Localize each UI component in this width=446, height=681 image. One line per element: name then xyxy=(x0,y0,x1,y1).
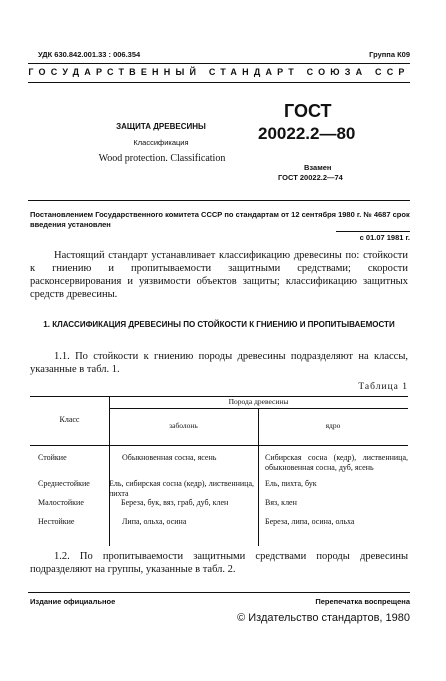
table-row-2-class: Среднестойкие xyxy=(38,479,90,488)
udc-code: УДК 630.842.001.33 : 006.354 xyxy=(38,50,141,59)
decree-top-rule xyxy=(28,200,410,201)
table-row-3-sapwood: Береза, бук, вяз, граб, дуб, клен xyxy=(121,498,229,507)
copyright: © Издательство стандартов, 1980 xyxy=(237,612,410,624)
table-row-4-heartwood: Береза, липа, осина, ольха xyxy=(265,517,355,526)
decree-text: Постановлением Государственного комитета СССР по стандартам от 12 сентября 1980 г. № 4687 срок введения установлен xyxy=(30,210,410,229)
table-row-4-class: Нестойкие xyxy=(38,517,75,526)
table-header-heartwood: ядро xyxy=(325,421,341,430)
official-edition: Издание официальное xyxy=(30,597,116,606)
paragraph-1-2: 1.2. По пропитываемости защитными средствами породы древесины подразделяют на группы, указанные в табл. 2. xyxy=(30,551,408,575)
paragraph-1-1: 1.1. По стойкости к гниению породы древесины подразделяют на классы, указанные в табл. 1. xyxy=(30,351,408,375)
title-en: Wood protection. Classification xyxy=(98,153,226,164)
table-header-sapwood: заболонь xyxy=(169,421,198,430)
table-1-caption: Таблица 1 xyxy=(358,382,408,392)
date-rule xyxy=(336,231,410,232)
standard-banner: ГОСУДАРСТВЕННЫЙ СТАНДАРТ СОЮЗА ССР xyxy=(28,67,410,77)
group-code: Группа К09 xyxy=(369,50,410,59)
table-row-2-heartwood: Ель, пихта, бук xyxy=(265,479,317,488)
replaces-standard: ГОСТ 20022.2—74 xyxy=(278,173,343,182)
gost-label: ГОСТ xyxy=(284,101,332,121)
table-row-2-sapwood: Ель, сибирская сосна (кедр), лиственница, пихта xyxy=(109,479,254,498)
table-row-1-sapwood: Обыкновенная сосна, ясень xyxy=(122,453,217,462)
table-header-wood: Порода древесины xyxy=(228,397,289,406)
effective-date: с 01.07 1981 г. xyxy=(359,233,410,242)
table-row-3-heartwood: Вяз, клен xyxy=(265,498,297,507)
intro-paragraph: Настоящий стандарт устанавливает классификацию древесины по: стойкости к гниению и пропитываемости защитными средствами; скорости расконсервирования и уязвимости объектов защиты; классификацию защитных средств древесины. xyxy=(30,250,408,300)
table-row-1-class: Стойкие xyxy=(38,453,67,462)
section-1-title: 1. КЛАССИФИКАЦИЯ ДРЕВЕСИНЫ ПО СТОЙКОСТИ К ГНИЕНИЮ И ПРОПИТЫВАЕМОСТИ xyxy=(43,320,395,329)
table-row-4-sapwood: Липа, ольха, осина xyxy=(122,517,187,526)
table-header-class: Класс xyxy=(59,415,80,424)
banner-rule xyxy=(28,82,410,83)
top-rule xyxy=(28,63,410,64)
table-row-1-heartwood: Сибирская сосна (кедр), лиственница, обыкновенная сосна, дуб, ясень xyxy=(265,453,408,472)
title-ru-sub: Классификация xyxy=(133,138,189,147)
title-ru-main: ЗАЩИТА ДРЕВЕСИНЫ xyxy=(116,122,206,131)
footer-rule xyxy=(28,592,410,593)
gost-number: 20022.2—80 xyxy=(258,124,356,143)
reprint-notice: Перепечатка воспрещена xyxy=(315,597,410,606)
table-row-3-class: Малостойкие xyxy=(38,498,84,507)
replaces-label: Взамен xyxy=(304,163,332,172)
